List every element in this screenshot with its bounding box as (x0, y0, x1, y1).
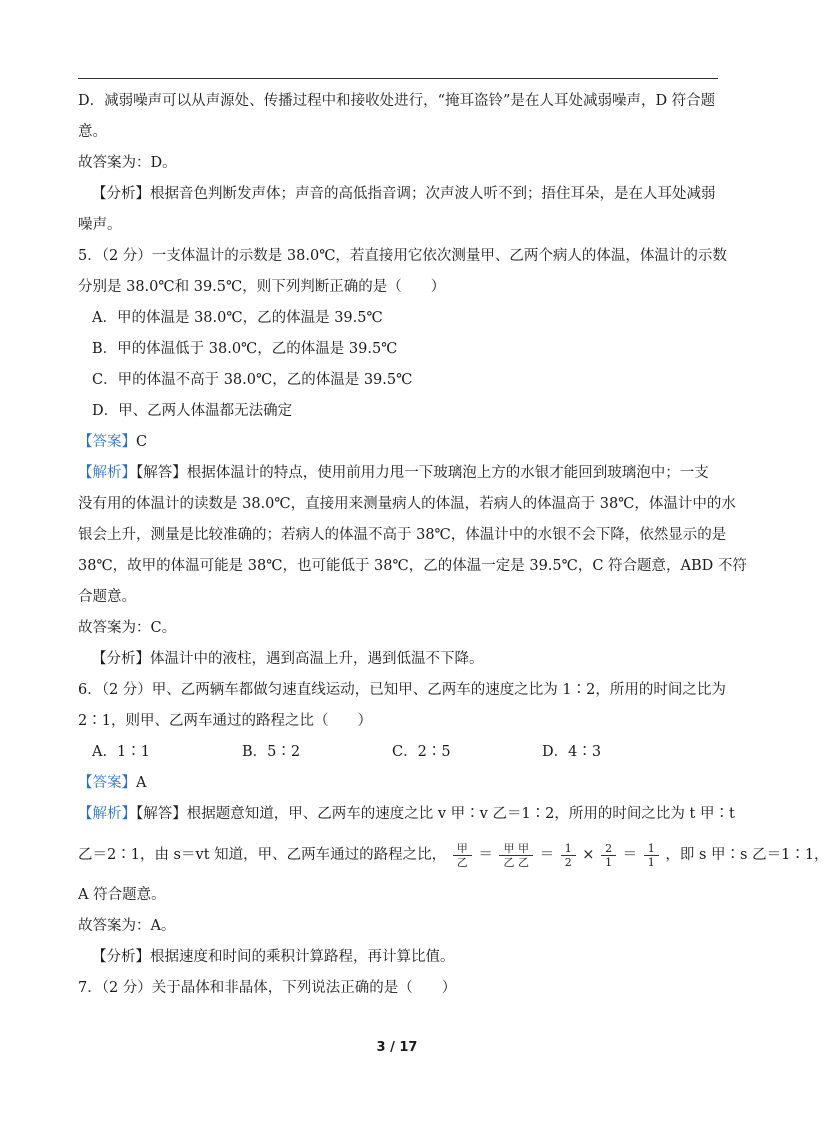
fraction-5: $\frac{1}{1}$ (644, 842, 659, 869)
equals-sign: ＝ (478, 847, 493, 863)
jiexi-label: 【解析】 (78, 806, 136, 822)
page-content (78, 86, 829, 1004)
q4-option-d-line2: 意。 (78, 124, 107, 140)
q6-stem-line1: 6．（2 分）甲、乙两辆车都做匀速直线运动，已知甲、乙两车的速度之比为 1∶2，所用的时间之比为 (78, 682, 726, 698)
q4-final-answer: 故答案为：D。 (78, 155, 177, 171)
q5-jiexi-line3: 银会上升，测量是比较准确的；若病人的体温不高于 38℃，体温计中的水银不会下降，依然显示的是 (78, 527, 727, 543)
q5-stem-line1: 5．（2 分）一支体温计的示数是 38.0℃，若直接用它依次测量甲、乙两个病人的体温，体温计的示数 (78, 248, 727, 264)
jiexi-label: 【解析】 (78, 465, 136, 481)
q6-jiexi-line2 (78, 830, 829, 880)
answer-label: 【答案】 (78, 434, 136, 450)
answer-value: C (136, 434, 148, 450)
q4-analysis-line2: 噪声。 (78, 217, 122, 233)
q6-stem-line2: 2∶1，则甲、乙两车通过的路程之比（ ） (78, 713, 372, 729)
q5-stem-line2: 分别是 38.0℃和 39.5℃，则下列判断正确的是（ ） (78, 279, 446, 295)
q5-jiexi-line1 (78, 458, 718, 489)
header-rule (78, 78, 718, 79)
q4-analysis-line1: 【分析】根据音色判断发声体；声音的高低指音调；次声波人听不到；捂住耳朵，是在人耳处减弱 (92, 186, 716, 202)
q5-option-a: A．甲的体温是 38.0℃，乙的体温是 39.5℃ (92, 310, 383, 326)
fraction-1: $\frac{\text{甲}}{\text{乙}}$ (453, 842, 472, 869)
q6-jiexi-line1 (78, 799, 735, 830)
fraction-2: $\frac{\text{甲 甲}}{\text{乙 乙}}$ (499, 842, 533, 869)
page-number: 3 / 17 (376, 1040, 418, 1055)
jiexi-text: 【解答】根据体温计的特点，使用前用力甩一下玻璃泡上方的水银才能回到玻璃泡中；一支 (136, 465, 709, 481)
q6-option-b: B．5∶2 (242, 744, 301, 760)
q5-option-d: D．甲、乙两人体温都无法确定 (92, 403, 293, 419)
jiexi-text-pre: 乙＝2∶1，由 s＝vt 知道，甲、乙两车通过的路程之比， (78, 847, 447, 863)
jiexi-text: 【解答】根据题意知道，甲、乙两车的速度之比 v 甲∶v 乙＝1∶2，所用的时间之比为 t 甲∶t (136, 806, 735, 822)
answer-value: A (136, 775, 147, 791)
answer-label: 【答案】 (78, 775, 136, 791)
equals-sign: ＝ (539, 847, 555, 863)
times-sign: × (582, 847, 595, 863)
q5-option-c: C．甲的体温不高于 38.0℃，乙的体温是 39.5℃ (92, 372, 413, 388)
q5-final-answer: 故答案为：C。 (78, 620, 177, 636)
q6-option-d: D．4∶3 (542, 744, 602, 760)
q6-options (78, 737, 718, 768)
q4-option-d-line1: D．减弱噪声可以从声源处、传播过程中和接收处进行，“掩耳盗铃”是在人耳处减弱噪声，D 符合题 (78, 93, 716, 109)
q5-jiexi-line5: 合题意。 (78, 589, 136, 605)
q7-stem: 7．（2 分）关于晶体和非晶体，下列说法正确的是（ ） (78, 980, 457, 996)
q6-option-c: C．2∶5 (392, 744, 451, 760)
q6-final-answer: 故答案为：A。 (78, 918, 176, 934)
jiexi-text-post: ，即 s 甲∶s 乙＝1∶1， (665, 847, 829, 863)
equals-sign: ＝ (622, 847, 638, 863)
q5-analysis: 【分析】体温计中的液柱，遇到高温上升，遇到低温不下降。 (92, 651, 484, 667)
q5-jiexi-line4: 38℃，故甲的体温可能是 38℃，也可能低于 38℃，乙的体温一定是 39.5℃，C 符合题意，ABD 不符 (78, 558, 747, 574)
q5-option-b: B．甲的体温低于 38.0℃，乙的体温是 39.5℃ (92, 341, 398, 357)
q5-answer (78, 427, 718, 458)
q6-jiexi-line3: A 符合题意。 (78, 887, 166, 903)
q6-option-a: A．1∶1 (92, 744, 150, 760)
q6-analysis: 【分析】根据速度和时间的乘积计算路程，再计算比值。 (92, 949, 455, 965)
fraction-3: $\frac{1}{2}$ (561, 842, 576, 869)
fraction-4: $\frac{2}{1}$ (601, 842, 616, 869)
q6-answer (78, 768, 718, 799)
q5-jiexi-line2: 没有用的体温计的读数是 38.0℃，直接用来测量病人的体温，若病人的体温高于 38℃，体温计中的水 (78, 496, 736, 512)
